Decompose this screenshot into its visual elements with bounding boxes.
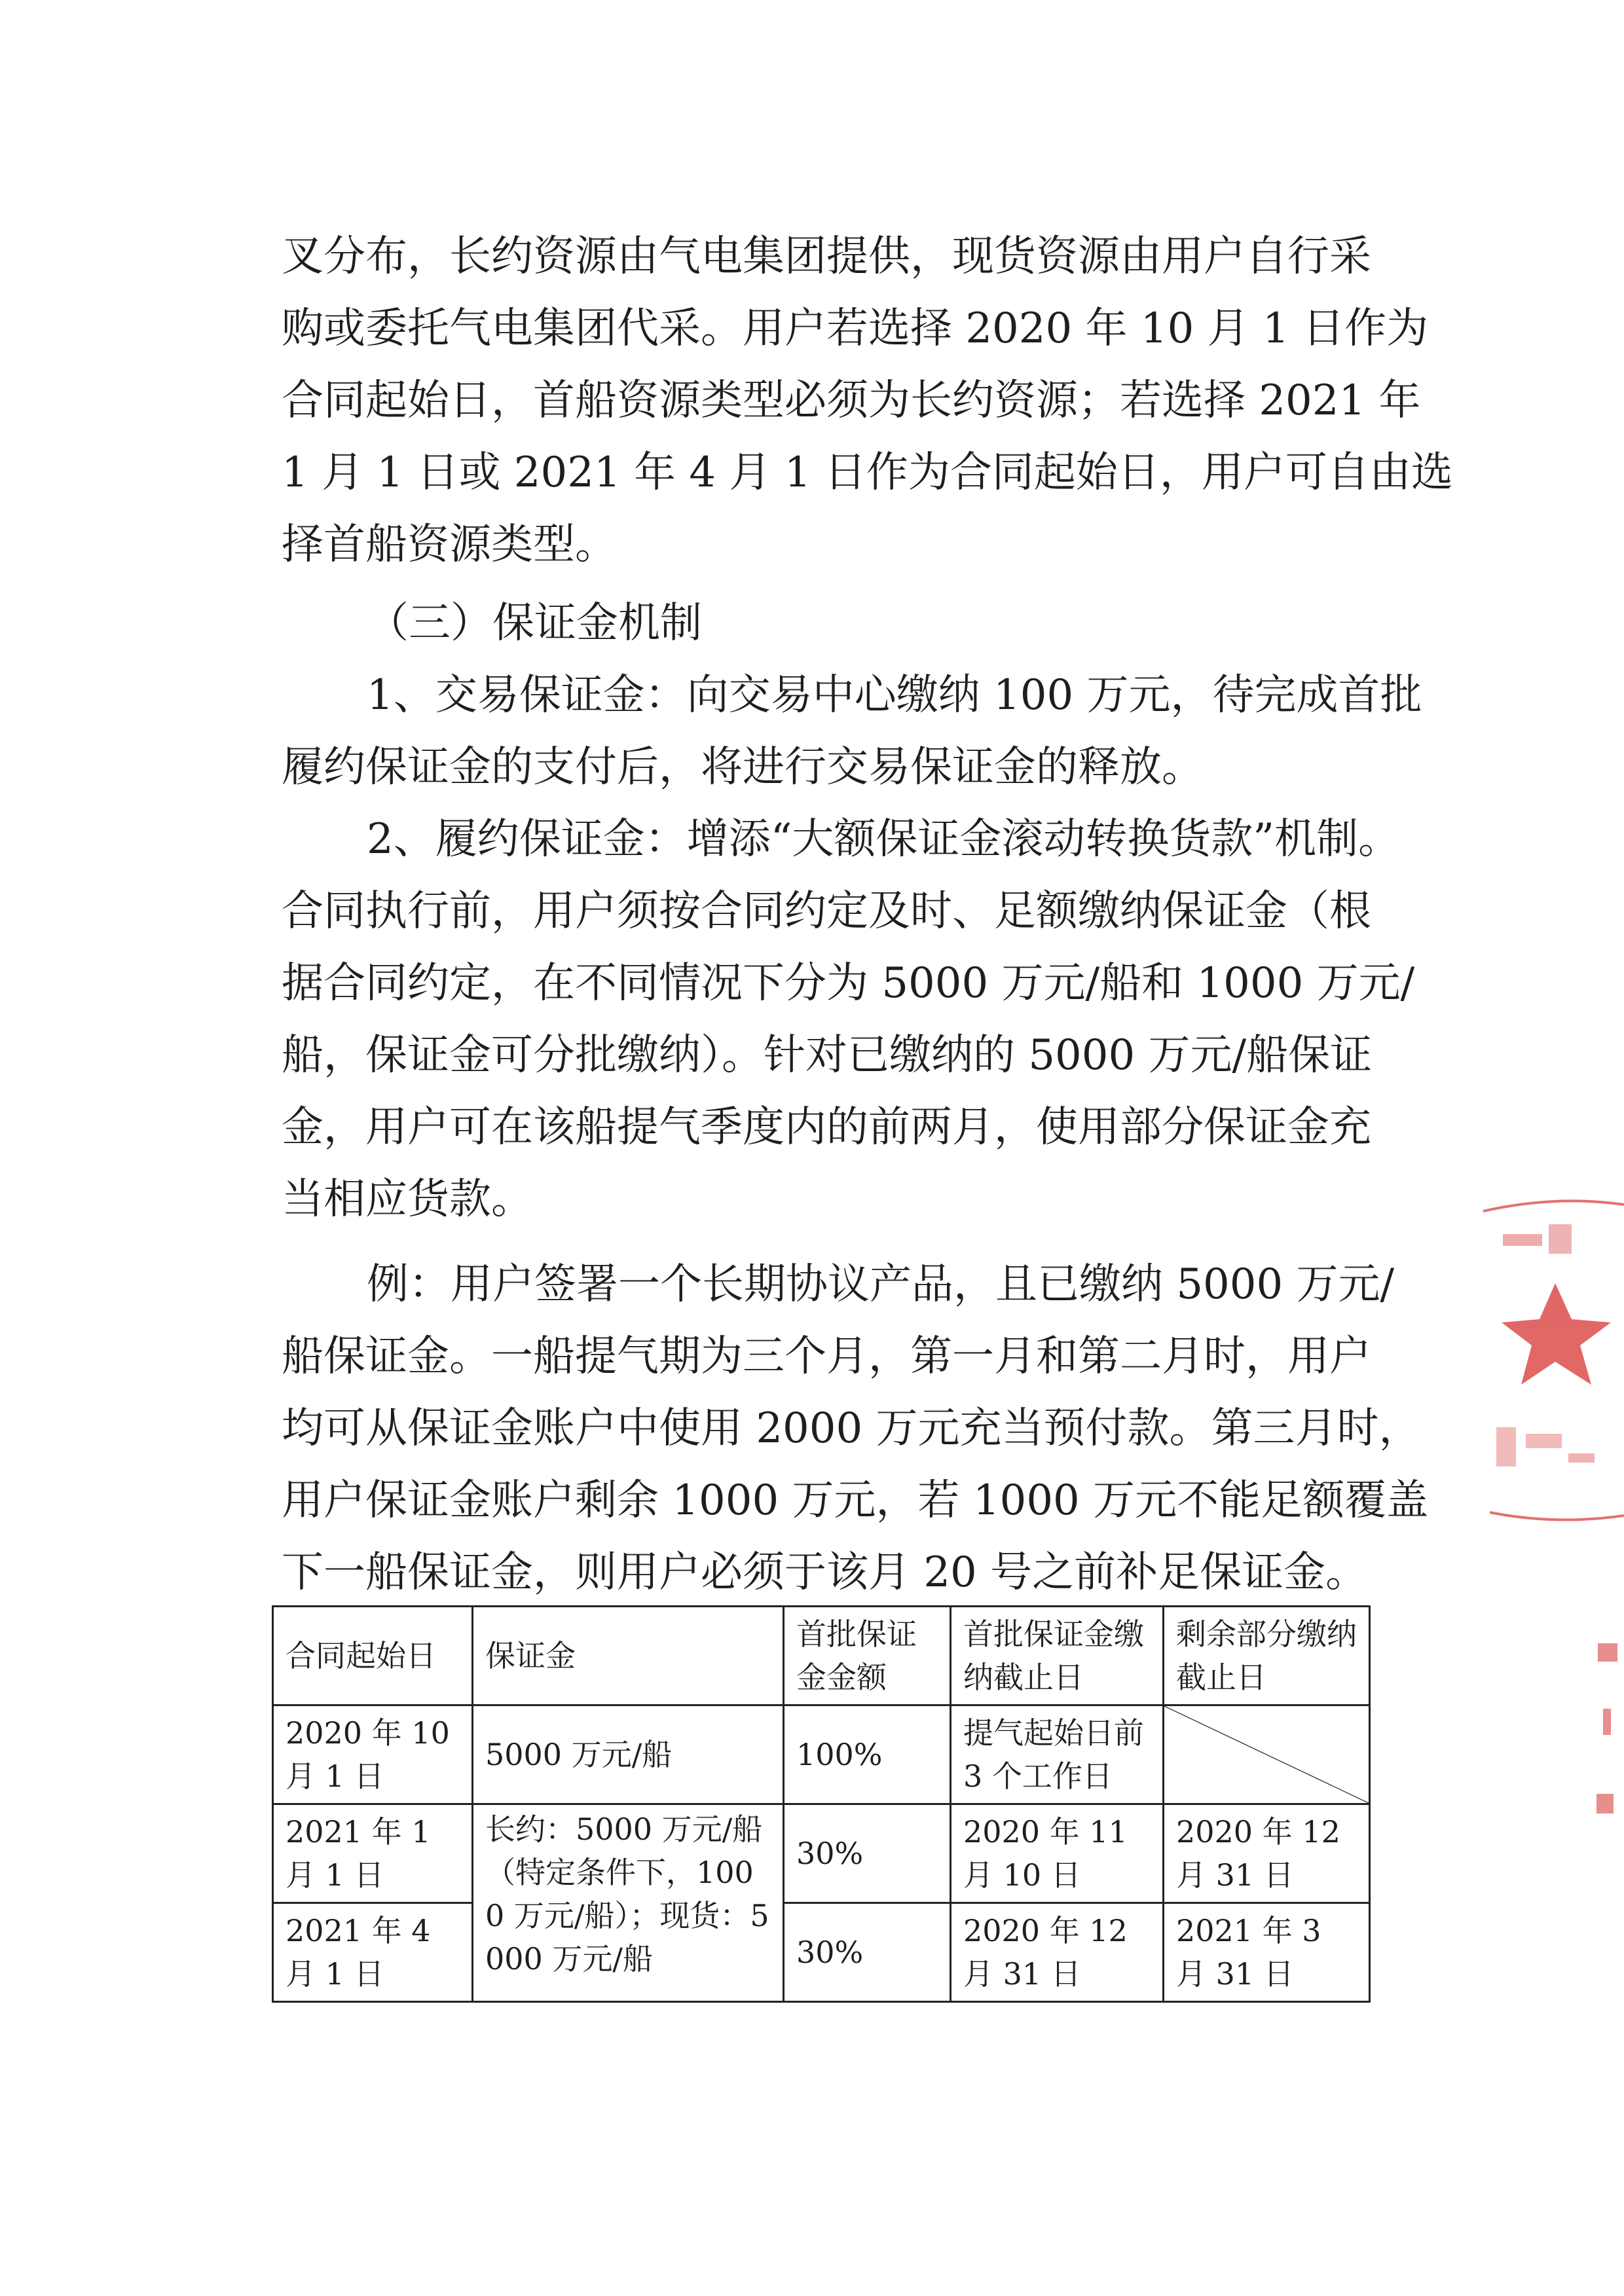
diagonal-line bbox=[1164, 1706, 1369, 1803]
table-cell: 2021 年 4 月 1 日 bbox=[273, 1903, 473, 2002]
red-seal-partial bbox=[1477, 1172, 1624, 1643]
table-cell: 2020 年 12 月 31 日 bbox=[951, 1903, 1164, 2002]
paragraph-line: 叉分布，长约资源由气电集团提供，现货资源由用户自行采 bbox=[282, 232, 1371, 281]
table-cell: 2020 年 12 月 31 日 bbox=[1164, 1804, 1370, 1903]
paragraph-line: 下一船保证金，则用户必须于该月 20 号之前补足保证金。 bbox=[282, 1548, 1368, 1597]
paragraph-line: 合同起始日，首船资源类型必须为长约资源；若选择 2021 年 bbox=[282, 376, 1421, 425]
table-cell: 提气起始日前 3 个工作日 bbox=[951, 1705, 1164, 1804]
paragraph-line: 船保证金。一船提气期为三个月，第一月和第二月时，用户 bbox=[282, 1332, 1371, 1381]
paragraph-line: 合同执行前，用户须按合同约定及时、足额缴纳保证金（根 bbox=[282, 887, 1371, 936]
paragraph-line: 金，用户可在该船提气季度内的前两月，使用部分保证金充 bbox=[282, 1103, 1371, 1152]
table-cell: 30% bbox=[784, 1804, 951, 1903]
table-row bbox=[273, 1705, 1370, 1804]
table-row bbox=[273, 1903, 1370, 2002]
table-cell: 30% bbox=[784, 1903, 951, 2002]
section-heading: （三）保证金机制 bbox=[367, 599, 702, 647]
paragraph-line: 船，保证金可分批缴纳）。针对已缴纳的 5000 万元/船保证 bbox=[282, 1031, 1373, 1080]
table-cell: 2021 年 1 月 1 日 bbox=[273, 1804, 473, 1903]
paragraph-line: 当相应货款。 bbox=[282, 1175, 533, 1224]
table-cell: 2020 年 11 月 10 日 bbox=[951, 1804, 1164, 1903]
deposit-table bbox=[272, 1605, 1371, 2003]
table-cell: 100% bbox=[784, 1705, 951, 1804]
table-row bbox=[273, 1804, 1370, 1903]
paragraph-line: 2、履约保证金：增添“大额保证金滚动转换货款”机制。 bbox=[367, 815, 1401, 864]
table-header-cell: 首批保证金金额 bbox=[784, 1607, 951, 1705]
paragraph-line: 履约保证金的支付后，将进行交易保证金的释放。 bbox=[282, 743, 1204, 792]
table-cell: 5000 万元/船 bbox=[473, 1705, 784, 1804]
table-cell: 长约：5000 万元/船（特定条件下，1000 万元/船）；现货：5000 万元/船 bbox=[473, 1804, 784, 2002]
paragraph-line: 择首船资源类型。 bbox=[282, 520, 617, 569]
table-header-cell: 剩余部分缴纳截止日 bbox=[1164, 1607, 1370, 1705]
paragraph-line: 均可从保证金账户中使用 2000 万元充当预付款。第三月时， bbox=[282, 1404, 1421, 1453]
table-header-cell: 合同起始日 bbox=[273, 1607, 473, 1705]
binding-marks bbox=[1591, 1637, 1624, 1846]
table-cell: 2020 年 10 月 1 日 bbox=[273, 1705, 473, 1804]
table-header-cell: 保证金 bbox=[473, 1607, 784, 1705]
paragraph-line: 据合同约定，在不同情况下分为 5000 万元/船和 1000 万元/ bbox=[282, 959, 1415, 1008]
table-header-cell: 首批保证金缴纳截止日 bbox=[951, 1607, 1164, 1705]
paragraph-line: 1、交易保证金：向交易中心缴纳 100 万元，待完成首批 bbox=[367, 671, 1422, 720]
paragraph-line: 购或委托气电集团代采。用户若选择 2020 年 10 月 1 日作为 bbox=[282, 304, 1429, 353]
table-cell: 2021 年 3 月 31 日 bbox=[1164, 1903, 1370, 2002]
paragraph-line: 1 月 1 日或 2021 年 4 月 1 日作为合同起始日，用户可自由选 bbox=[282, 448, 1453, 497]
paragraph-line: 用户保证金账户剩余 1000 万元，若 1000 万元不能足额覆盖 bbox=[282, 1476, 1429, 1525]
empty-diagonal-cell bbox=[1164, 1705, 1370, 1804]
table-header-row bbox=[273, 1607, 1370, 1705]
paragraph-line: 例：用户签署一个长期协议产品，且已缴纳 5000 万元/ bbox=[367, 1260, 1395, 1309]
